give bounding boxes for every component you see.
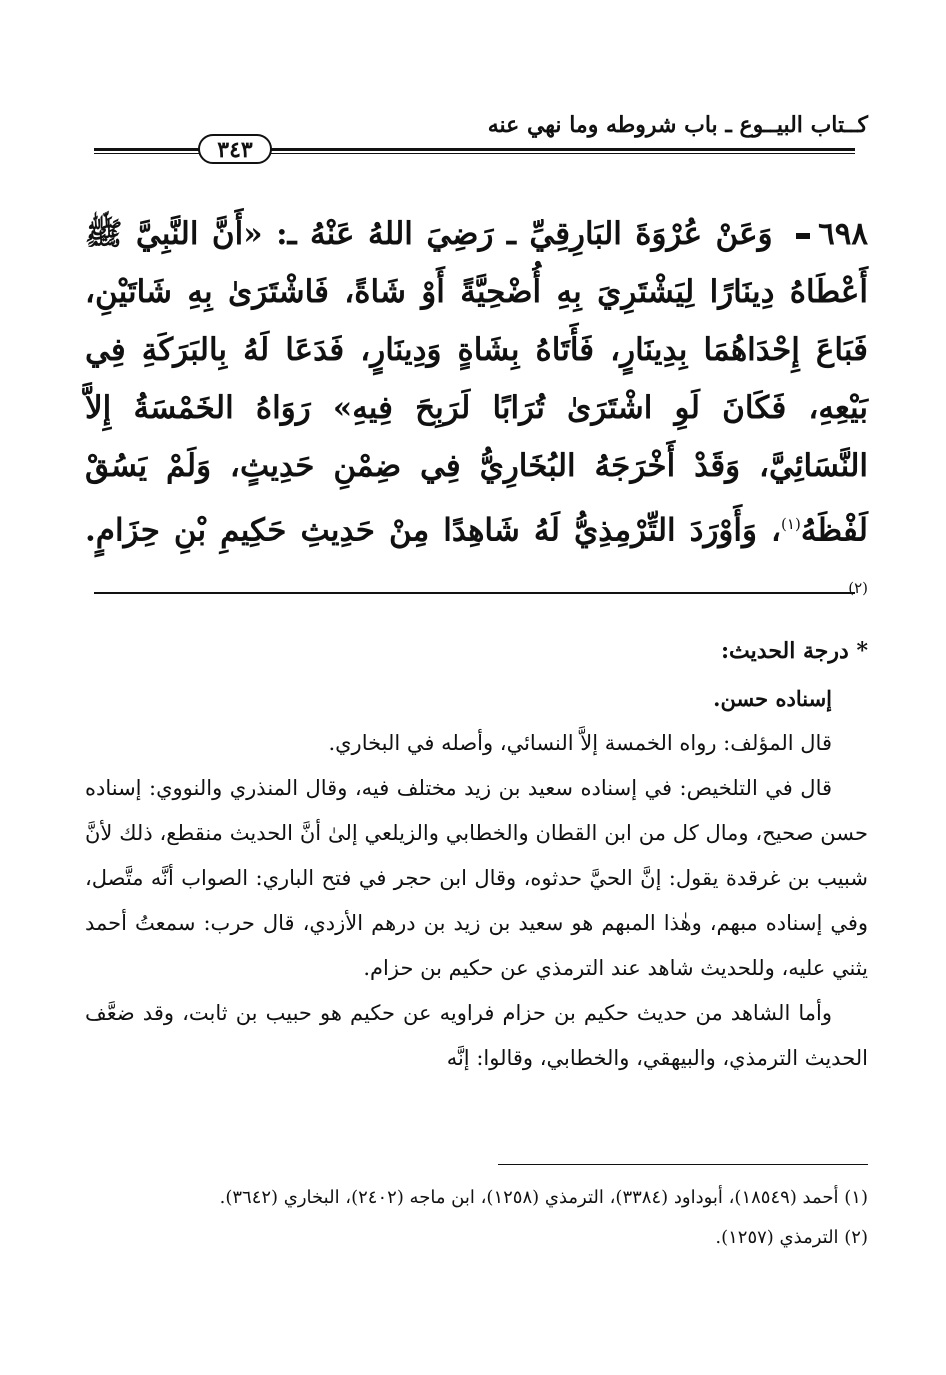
footnote-1: (١) أحمد (١٨٥٤٩)، أبوداود (٣٣٨٤)، الترمذي (١٢٥٨)، ابن ماجه (٢٤٠٢)، البخاري (٣٦٤٢). xyxy=(219,1187,868,1208)
commentary-paragraph: إسناده حسن. xyxy=(713,686,832,711)
header-rule-left xyxy=(94,148,200,154)
page-number: ٣٤٣ xyxy=(198,134,272,164)
header-rule-right xyxy=(270,148,855,154)
running-title: كــتاب البيــوع ـ باب شروطه وما نهي عنه xyxy=(487,112,868,138)
footnote-2: (٢) الترمذي (١٢٥٧). xyxy=(715,1227,868,1248)
section-heading: * درجة الحديث: xyxy=(720,638,868,664)
footnote-divider xyxy=(498,1164,868,1165)
hadith-number: ٦٩٨ xyxy=(786,216,868,252)
commentary-paragraph: قال المؤلف: رواه الخمسة إلاَّ النسائي، وأصله في البخاري. xyxy=(328,731,832,755)
commentary-body xyxy=(85,676,868,1081)
commentary-paragraph: وأما الشاهد من حديث حكيم بن حزام فراويه عن حكيم هو حبيب بن ثابت، وقد ضعَّف الحديث الترمذي، والبيهقي، والخطابي، وقالوا: إنَّه xyxy=(85,1001,868,1070)
footnote-ref-1: (١) xyxy=(781,515,801,533)
footnote-ref-2: (٢) xyxy=(848,579,868,598)
commentary-paragraph: قال في التلخيص: في إسناده سعيد بن زيد مختلف فيه، وقال المنذري والنووي: إسناده حسن صحيح، ومال كل من ابن القطان والخطابي والزيلعي إلىٰ أنَّ الحديث منقطع، ذلك لأنَّ شبيب بن غرقدة يقول: إنَّ الحيَّ حدثوه، وقال ابن حجر في فتح الباري: الصواب أنَّه متَّصل، وفي إسناده مبهم، وهٰذا المبهم هو سعيد بن زيد بن درهم الأزدي، قال حرب: سمعتُ أحمد يثني عليه، وللحديث شاهد عند الترمذي عن حكيم بن حزام. xyxy=(85,776,868,980)
section-divider xyxy=(94,592,855,594)
hadith-text-block xyxy=(85,205,868,624)
hadith-text-continued: ، وَأَوْرَدَ التِّرْمِذِيُّ لَهُ شَاهِدًا مِنْ حَدِيثِ حَكِيمِ بْنِ حِزَامٍ. xyxy=(85,512,782,549)
hadith-text: وَعَنْ عُرْوَةَ البَارِقِيِّ ـ رَضِيَ اللهُ عَنْهُ ـ: «أَنَّ النَّبِيَّ ﷺ أَعْطَاهُ دِينَارًا لِيَشْتَرِيَ بِهِ أُضْحِيَّةً أَوْ شَاةً، فَاشْتَرَىٰ بِهِ شَاتَيْنِ، فَبَاعَ إِحْدَاهُمَا بِدِينَارٍ، فَأَتَاهُ بِشَاةٍ وَدِينَارٍ، فَدَعَا لَهُ بِالبَرَكَةِ فِي بَيْعِهِ، فَكَانَ لَوِ اشْتَرَىٰ تُرَابًا لَرَبِحَ فِيهِ» رَوَاهُ الخَمْسَةُ إِلاَّ النَّسَائِيَّ، وَقَدْ أَخْرَجَهُ البُخَارِيُّ فِي ضِمْنِ حَدِيثٍ، وَلَمْ يَسُقْ لَفْظَهُ xyxy=(85,216,868,549)
footnotes xyxy=(85,1178,868,1258)
